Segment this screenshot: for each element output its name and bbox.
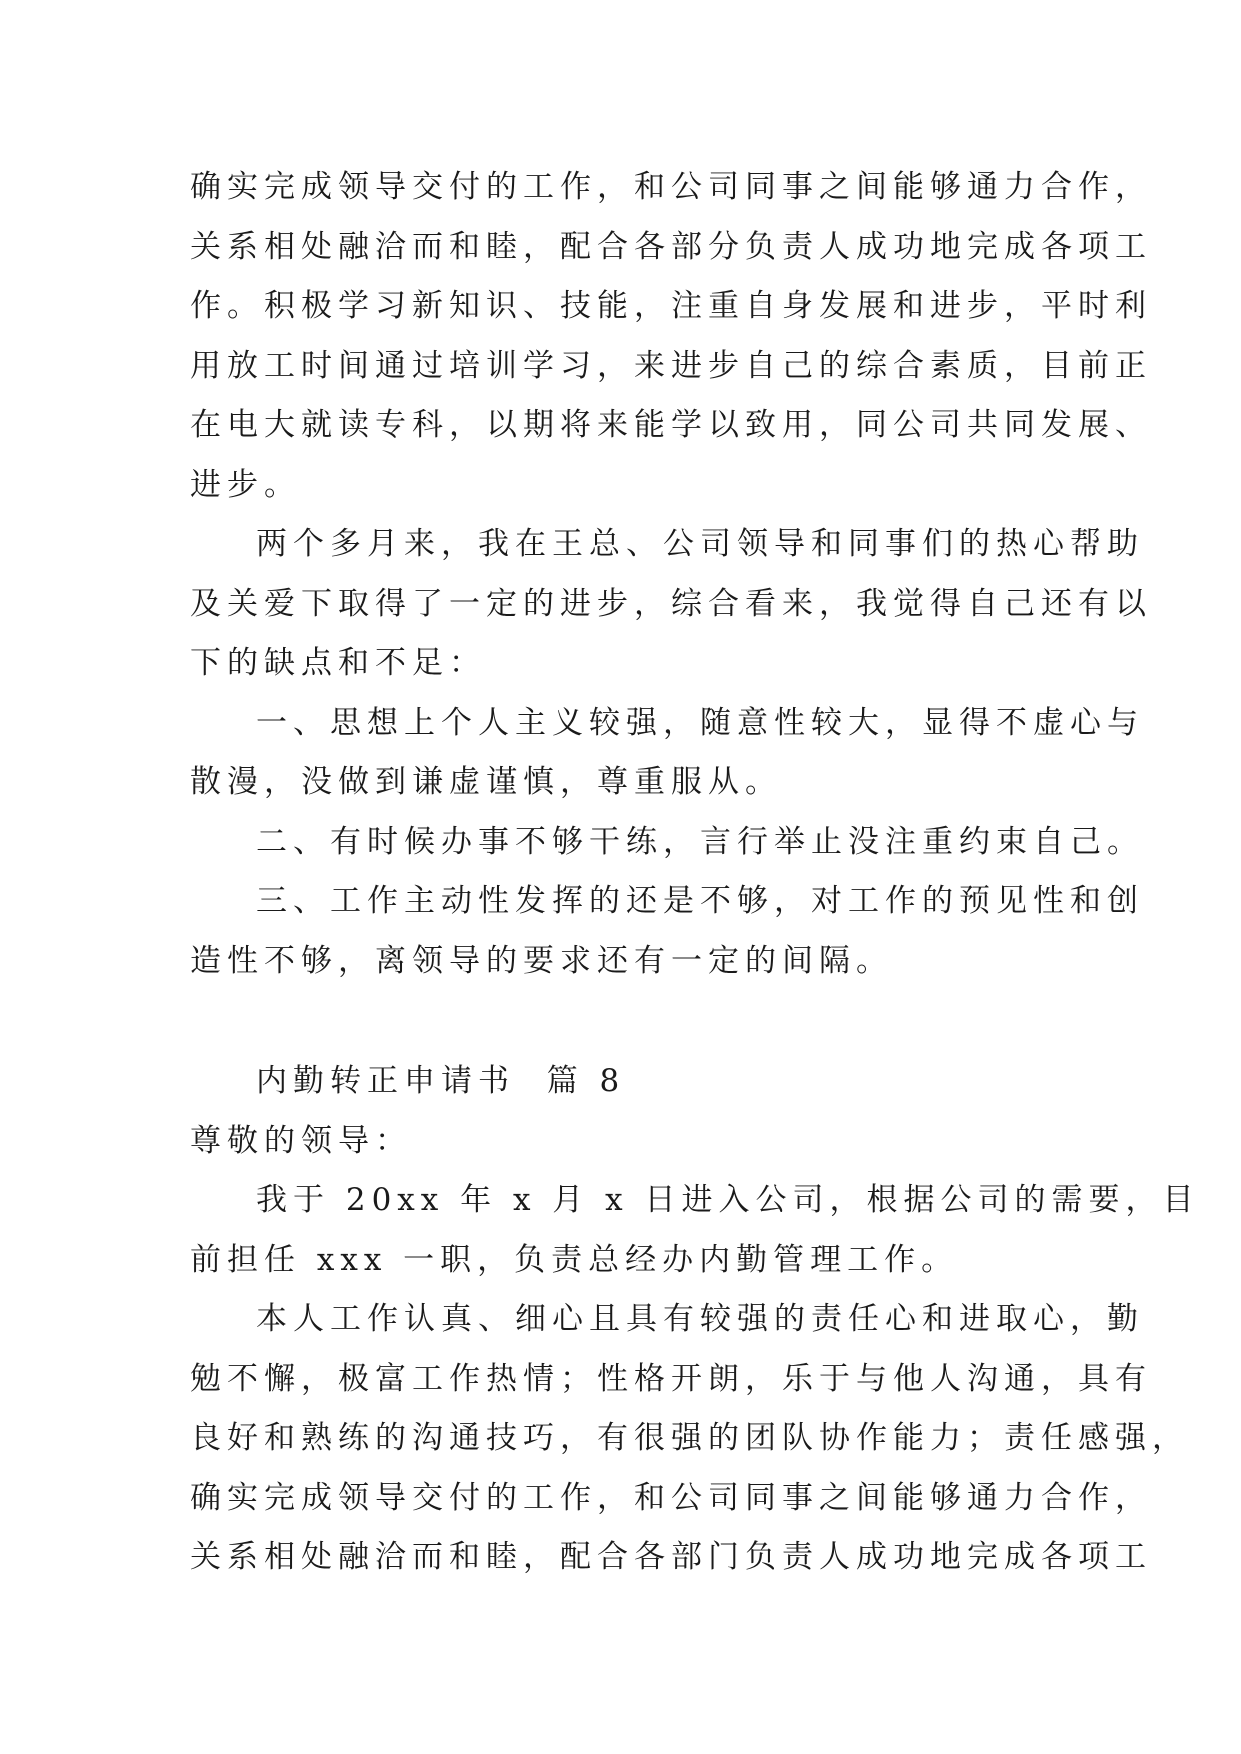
text-line: 进步。 [190,467,301,503]
text-line: 确实完成领导交付的工作，和公司同事之间能够通力合作， [190,1480,1152,1516]
list-item-2: 二、有时候办事不够干练，言行举止没注重约束自己。 [256,824,1144,860]
text-line: 关系相处融洽而和睦，配合各部门负责人成功地完成各项工 [190,1539,1152,1575]
text-line: 造性不够，离领导的要求还有一定的间隔。 [190,943,893,979]
list-item-3: 三、工作主动性发挥的还是不够，对工作的预见性和创 [256,883,1144,919]
text-line: 下的缺点和不足： [190,645,486,681]
text-line: 在电大就读专科，以期将来能学以致用，同公司共同发展、 [190,407,1152,443]
text-line: 良好和熟练的沟通技巧，有很强的团队协作能力；责任感强， [190,1420,1189,1456]
text-line: 关系相处融洽而和睦，配合各部分负责人成功地完成各项工 [190,229,1152,265]
text-line: 勉不懈，极富工作热情；性格开朗，乐于与他人沟通，具有 [190,1361,1152,1397]
section-heading: 内勤转正申请书 篇 8 [256,1063,626,1099]
text-line: 作。积极学习新知识、技能，注重自身发展和进步，平时利 [190,288,1152,324]
paragraph-start: 两个多月来，我在王总、公司领导和同事们的热心帮助 [256,526,1144,562]
text-line: 及关爱下取得了一定的进步，综合看来，我觉得自己还有以 [190,586,1152,622]
text-line: 散漫，没做到谦虚谨慎，尊重服从。 [190,764,782,800]
paragraph-start: 本人工作认真、细心且具有较强的责任心和进取心，勤 [256,1301,1144,1337]
text-line: 用放工时间通过培训学习，来进步自己的综合素质，目前正 [190,348,1152,384]
text-line: 确实完成领导交付的工作，和公司同事之间能够通力合作， [190,169,1152,205]
list-item-1: 一、思想上个人主义较强，随意性较大，显得不虚心与 [256,705,1144,741]
paragraph-start: 我于 20xx 年 x 月 x 日进入公司，根据公司的需要，目 [256,1182,1200,1218]
salutation: 尊敬的领导： [190,1123,412,1159]
text-line: 前担任 xxx 一职，负责总经办内勤管理工作。 [190,1242,959,1278]
